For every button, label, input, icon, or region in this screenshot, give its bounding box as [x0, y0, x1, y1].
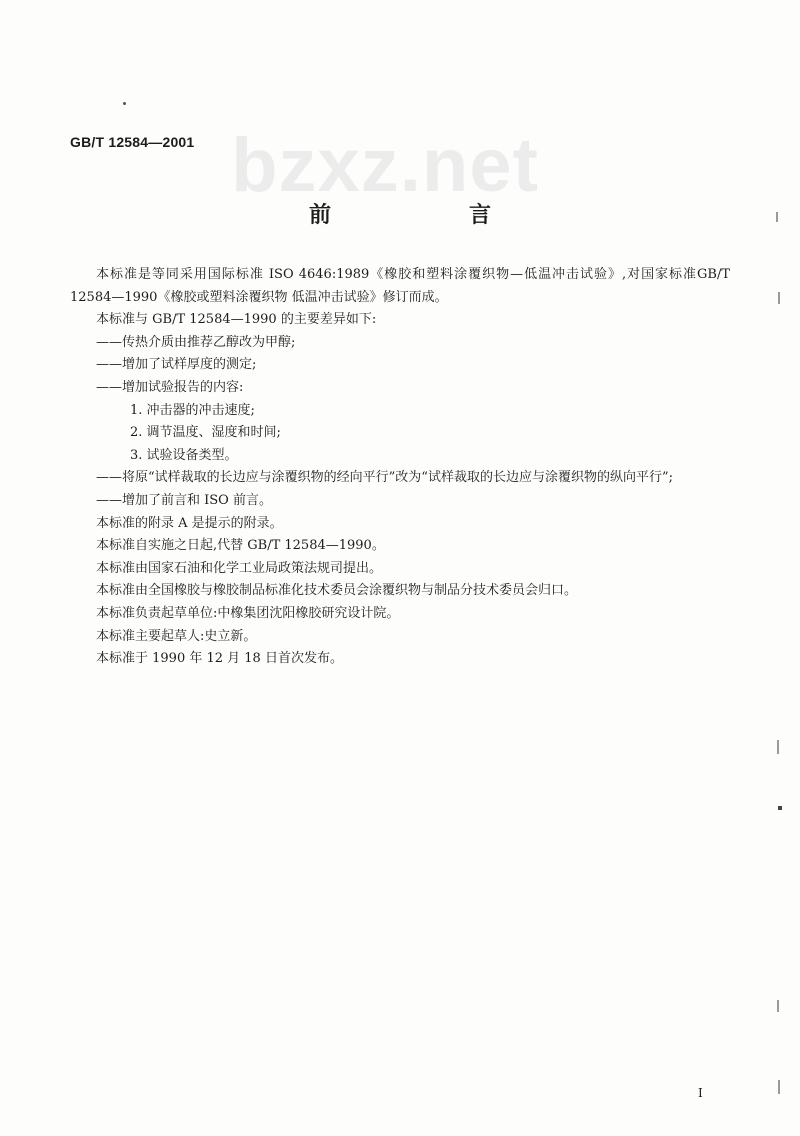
paragraph: 本标准是等同采用国际标准 ISO 4646:1989《橡胶和塑料涂覆织物—低温冲击试验》,对国家标准GB/T 12584—1990《橡胶或塑料涂覆织物 低温冲击试验》修订而成。 [70, 267, 730, 305]
paragraph: 本标准主要起草人:史立新。 [96, 628, 257, 644]
paragraph: 本标准于 1990 年 12 月 18 日首次发布。 [96, 651, 343, 667]
title-char-1: 前 [308, 203, 331, 228]
list-item: ——增加了试样厚度的测定; [96, 357, 257, 373]
scan-mark [777, 1000, 779, 1012]
paragraph: 本标准由全国橡胶与橡胶制品标准化技术委员会涂覆织物与制品分技术委员会归口。 [96, 583, 578, 599]
foreword-body [70, 264, 730, 671]
list-item: ——传热介质由推荐乙醇改为甲醇; [96, 334, 296, 350]
title-char-2: 言 [468, 203, 491, 228]
page-title [300, 198, 500, 229]
page-number: I [698, 1086, 703, 1100]
scan-speck [123, 102, 126, 105]
scan-mark [776, 212, 778, 222]
scan-mark [778, 292, 780, 304]
list-item: ——将原“试样裁取的长边应与涂覆织物的经向平行”改为“试样裁取的长边应与涂覆织物的纵向平行”; [96, 470, 673, 486]
watermark: bzxz.net [231, 123, 539, 208]
paragraph: 本标准由国家石油和化学工业局政策法规司提出。 [96, 560, 383, 576]
sub-list-item: 3. 试验设备类型。 [130, 447, 238, 463]
paragraph: 本标准与 GB/T 12584—1990 的主要差异如下: [96, 312, 377, 328]
paragraph: 本标准的附录 A 是提示的附录。 [96, 515, 283, 531]
list-item: ——增加了前言和 ISO 前言。 [96, 492, 272, 508]
sub-list-item: 1. 冲击器的冲击速度; [130, 402, 255, 418]
standard-number: GB/T 12584—2001 [70, 134, 195, 150]
sub-list-item: 2. 调节温度、湿度和时间; [130, 425, 281, 441]
scan-mark [778, 806, 782, 810]
list-item: ——增加试验报告的内容: [96, 379, 244, 395]
scan-mark [778, 1080, 780, 1094]
paragraph: 本标准负责起草单位:中橡集团沈阳橡胶研究设计院。 [96, 605, 400, 621]
paragraph: 本标准自实施之日起,代替 GB/T 12584—1990。 [96, 538, 385, 554]
scan-mark [777, 740, 779, 754]
